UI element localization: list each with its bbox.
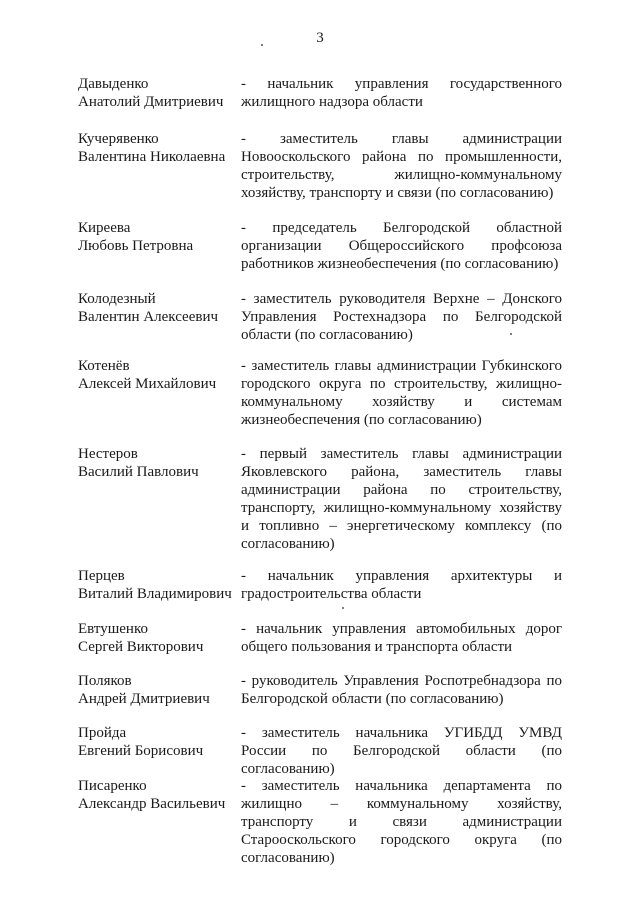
member-given-names: Валентина Николаевна: [78, 149, 226, 165]
member-name: [78, 777, 238, 813]
member-name: [78, 75, 238, 111]
member-name: [78, 620, 238, 656]
member-surname: Нестеров: [78, 446, 138, 462]
member-name: [78, 672, 238, 708]
member-name: [78, 445, 238, 481]
member-role: - начальник управления архитектуры и градостроительства области: [241, 568, 562, 602]
member-surname: Котенёв: [78, 358, 130, 374]
member-role: - заместитель начальника УГИБДД УМВД России по Белгородской области (по согласованию): [241, 725, 562, 777]
member-role: - председатель Белгородской областной организации Общероссийского профсоюза работников жизнеобеспечения (по согласованию): [241, 220, 562, 272]
member-role: - заместитель начальника департамента по жилищно – коммунальному хозяйству, транспорту и связи администрации Старооскольского городского округа (по согласованию): [241, 778, 562, 866]
member-given-names: Алексей Михайлович: [78, 376, 217, 392]
member-surname: Киреева: [78, 220, 131, 236]
member-given-names: Василий Павлович: [78, 464, 199, 480]
member-surname: Писаренко: [78, 778, 147, 794]
member-role: - заместитель руководителя Верхне – Донского Управления Ростехнадзора по Белгородской области (по согласованию): [241, 291, 562, 343]
member-name: [78, 219, 238, 255]
member-surname: Пройда: [78, 725, 127, 741]
member-given-names: Евгений Борисович: [78, 743, 204, 759]
member-role: - заместитель главы администрации Губкинского городского округа по строительству, жилищно-коммунальному хозяйству и системам жизнеобеспечения (по согласованию): [241, 358, 562, 428]
member-given-names: Валентин Алексеевич: [78, 309, 219, 325]
member-name: [78, 290, 238, 326]
member-given-names: Сергей Викторович: [78, 639, 204, 655]
member-given-names: Александр Васильевич: [78, 796, 226, 812]
member-surname: Евтушенко: [78, 621, 148, 637]
member-given-names: Виталий Владимирович: [78, 586, 232, 602]
member-role: - заместитель главы администрации Новооскольского района по промышленности, строительству, жилищно-коммунальному хозяйству, транспорту и связи (по согласованию): [241, 131, 562, 201]
member-role: - первый заместитель главы администрации Яковлевского района, заместитель главы администрации района по строительству, транспорту, жилищно-коммунальному хозяйству и топливно – энергетическому комплексу (по согласованию): [241, 446, 562, 552]
page-number: 3: [316, 30, 324, 46]
member-role: - руководитель Управления Роспотребнадзора по Белгородской области (по согласованию): [241, 673, 562, 707]
scan-speck: [261, 44, 263, 46]
member-surname: Поляков: [78, 673, 132, 689]
scan-speck: [510, 333, 512, 335]
member-role: - начальник управления автомобильных дорог общего пользования и транспорта области: [241, 621, 562, 655]
member-surname: Кучерявенко: [78, 131, 159, 147]
member-role: - начальник управления государственного жилищного надзора области: [241, 76, 562, 110]
member-surname: Давыденко: [78, 76, 149, 92]
member-name: [78, 357, 238, 393]
member-name: [78, 724, 238, 760]
member-given-names: Анатолий Дмитриевич: [78, 94, 224, 110]
member-surname: Колодезный: [78, 291, 156, 307]
member-name: [78, 130, 238, 166]
member-given-names: Любовь Петровна: [78, 238, 194, 254]
member-surname: Перцев: [78, 568, 125, 584]
member-name: [78, 567, 238, 603]
member-given-names: Андрей Дмитриевич: [78, 691, 210, 707]
scan-speck: [342, 607, 344, 609]
